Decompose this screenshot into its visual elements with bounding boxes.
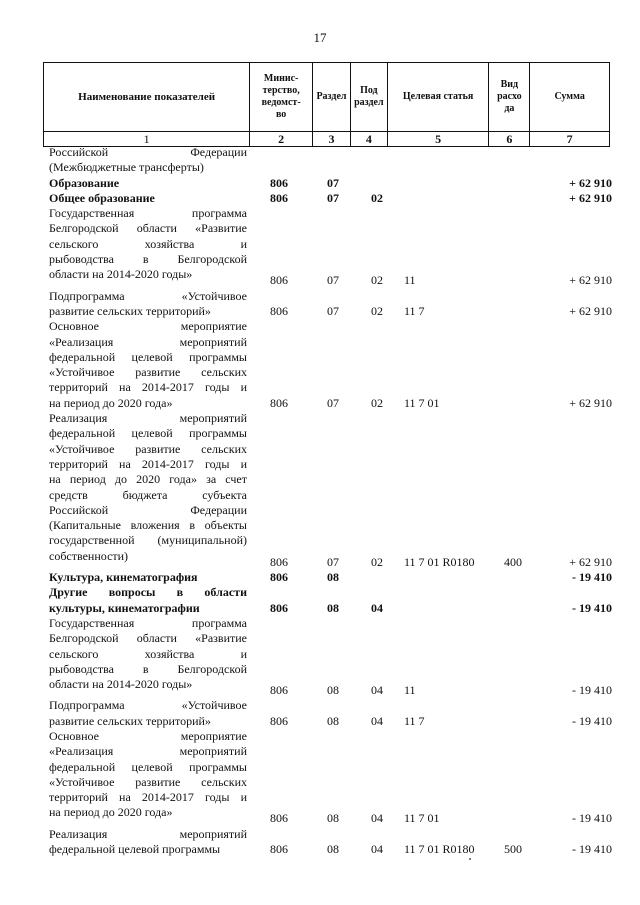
ministry-code: 806: [270, 811, 288, 826]
target-article: 11: [404, 273, 416, 288]
indicator-name-line: территорий на 2014-2017 годы и: [49, 456, 247, 471]
header-subsection: Под раздел: [351, 63, 388, 131]
section-code: 08: [327, 570, 339, 585]
ministry-code: 806: [270, 395, 288, 410]
subsection-code: 04: [371, 683, 383, 698]
subsection-code: 04: [371, 713, 383, 728]
ministry-code: 806: [270, 554, 288, 569]
indicator-name-line: на период до 2020 года» за счет: [49, 472, 247, 487]
indicator-name-line: рыбоводства в Белгородской: [49, 252, 247, 267]
subsection-code: 02: [371, 190, 383, 205]
indicator-name-line: Другие вопросы в области: [49, 585, 247, 600]
ministry-code: 806: [270, 683, 288, 698]
target-article: 11 7 01: [404, 811, 440, 826]
table-row: [49, 615, 614, 698]
section-code: 07: [327, 395, 339, 410]
indicator-name: [49, 827, 247, 858]
section-code: 07: [327, 303, 339, 318]
header-kind: Вид расхо да: [489, 63, 530, 131]
ministry-code: 806: [270, 570, 288, 585]
table-row: [49, 145, 614, 176]
indicator-name: [49, 616, 247, 692]
subsection-code: 04: [371, 842, 383, 857]
indicator-name: [49, 411, 247, 564]
indicator-name-line: Подпрограмма «Устойчивое: [49, 288, 247, 303]
indicator-name-line: Подпрограмма «Устойчивое: [49, 698, 247, 713]
indicator-name: [49, 289, 247, 320]
indicator-name-line: культуры, кинематографии: [49, 600, 200, 615]
indicator-name-line: области на 2014-2020 годы»: [49, 267, 193, 282]
section-code: 07: [327, 190, 339, 205]
column-number: 5: [388, 132, 490, 146]
ministry-code: 806: [270, 175, 288, 190]
column-number: 7: [566, 131, 573, 146]
indicator-name-line: сельского хозяйства и: [49, 646, 247, 661]
indicator-name-line: Реализация мероприятий: [49, 826, 247, 841]
indicator-name-line: Основное мероприятие: [49, 728, 247, 743]
expense-kind: 400: [504, 554, 522, 569]
indicator-name-line: федеральной целевой программы: [49, 349, 247, 364]
column-number: 6: [489, 132, 530, 146]
indicator-name-line: Белгородской области «Развитие: [49, 631, 247, 646]
target-article: 11 7: [404, 303, 425, 318]
table-row: [49, 570, 614, 585]
target-article: 11 7 01 R0180: [404, 554, 475, 569]
indicator-name-line: (Капитальные вложения в объекты: [49, 518, 247, 533]
indicator-name-line: «Устойчивое развитие сельских: [49, 441, 247, 456]
indicator-name-line: (Межбюджетные трансферты): [49, 160, 204, 175]
indicator-name-line: Российской Федерации: [49, 145, 247, 159]
header-name: Наименование показателей: [44, 63, 250, 131]
indicator-name-line: государственной (муниципальной): [49, 533, 247, 548]
indicator-name-line: сельского хозяйства и: [49, 236, 247, 251]
table-body: [49, 145, 614, 857]
header-ministry: Минис- терство, ведомст- во: [250, 63, 313, 131]
indicator-name: [49, 206, 247, 282]
indicator-name: [49, 698, 247, 729]
indicator-name-line: федеральной целевой программы: [49, 842, 221, 857]
indicator-name-line: Российской Федерации: [49, 502, 247, 517]
indicator-name-line: средств бюджета субъекта: [49, 487, 247, 502]
indicator-name-line: территорий на 2014-2017 годы и: [49, 380, 247, 395]
indicator-name-line: «Реализация мероприятий: [49, 334, 247, 349]
amount: + 62 910: [569, 395, 612, 410]
target-article: 11: [404, 683, 416, 698]
target-article: 11 7 01: [404, 395, 440, 410]
expense-kind: 500: [504, 842, 522, 857]
column-number: 1: [44, 132, 250, 146]
indicator-name-line: Реализация мероприятий: [49, 411, 247, 426]
table-row: [49, 319, 614, 411]
indicator-name-line: Культура, кинематография: [49, 570, 198, 585]
table-row: [49, 191, 614, 206]
header-section: Раздел: [313, 63, 351, 131]
target-article: 11 7 01 R0180: [404, 842, 475, 857]
amount: + 62 910: [569, 175, 612, 190]
subsection-code: 02: [371, 554, 383, 569]
subsection-code: 02: [371, 273, 383, 288]
target-article: 11 7: [404, 713, 425, 728]
indicator-name-line: «Реализация мероприятий: [49, 744, 247, 759]
section-code: 07: [327, 273, 339, 288]
indicator-name: [49, 570, 247, 585]
indicator-name-line: Основное мероприятие: [49, 319, 247, 334]
amount: - 19 410: [572, 600, 612, 615]
amount: + 62 910: [569, 303, 612, 318]
table-row: [49, 206, 614, 288]
ministry-code: 806: [270, 600, 288, 615]
subsection-code: 04: [371, 811, 383, 826]
section-code: 08: [327, 600, 339, 615]
indicator-name: [49, 191, 247, 206]
section-code: 08: [327, 842, 339, 857]
page-number: 17: [313, 30, 327, 45]
ministry-code: 806: [270, 273, 288, 288]
indicator-name-line: на период до 2020 года»: [49, 395, 173, 410]
column-number: 4: [351, 132, 388, 146]
section-code: 07: [327, 175, 339, 190]
amount: - 19 410: [572, 842, 612, 857]
indicator-name-line: Государственная программа: [49, 615, 247, 630]
indicator-name-line: «Устойчивое развитие сельских: [49, 774, 247, 789]
amount: + 62 910: [569, 273, 612, 288]
indicator-name-line: Общее образование: [49, 190, 155, 205]
section-code: 08: [327, 713, 339, 728]
indicator-name-line: развитие сельских территорий»: [49, 713, 211, 728]
indicator-name: [49, 729, 247, 821]
indicator-name: [49, 145, 247, 176]
indicator-name-line: развитие сельских территорий»: [49, 303, 211, 318]
table-row: [49, 827, 614, 858]
indicator-name-line: территорий на 2014-2017 годы и: [49, 790, 247, 805]
table-row: [49, 289, 614, 320]
indicator-name-line: собственности): [49, 548, 129, 563]
ministry-code: 806: [270, 713, 288, 728]
indicator-name: [49, 176, 247, 191]
indicator-name: [49, 319, 247, 411]
table-row: [49, 585, 614, 616]
table-row: [49, 411, 614, 569]
amount: + 62 910: [569, 554, 612, 569]
section-code: 08: [327, 683, 339, 698]
indicator-name-line: рыбоводства в Белгородской: [49, 661, 247, 676]
indicator-name-line: Белгородской области «Развитие: [49, 221, 247, 236]
table-row: [49, 698, 614, 729]
column-number: 2: [250, 132, 313, 146]
indicator-name-line: федеральной целевой программы: [49, 759, 247, 774]
amount: - 19 410: [572, 713, 612, 728]
indicator-name: [49, 585, 247, 616]
header-target: Целевая статья: [388, 63, 490, 131]
header-sum: Сумма: [554, 91, 585, 102]
subsection-code: 04: [371, 600, 383, 615]
ministry-code: 806: [270, 842, 288, 857]
column-number: 3: [313, 132, 351, 146]
ministry-code: 806: [270, 190, 288, 205]
indicator-name-line: на период до 2020 года»: [49, 805, 173, 820]
amount: - 19 410: [572, 683, 612, 698]
indicator-name-line: федеральной целевой программы: [49, 426, 247, 441]
subsection-code: 02: [371, 395, 383, 410]
table-row: [49, 176, 614, 191]
stray-mark: [469, 858, 471, 860]
subsection-code: 02: [371, 303, 383, 318]
indicator-name-line: Образование: [49, 175, 120, 190]
table-header: [43, 62, 610, 132]
amount: + 62 910: [569, 190, 612, 205]
section-code: 08: [327, 811, 339, 826]
indicator-name-line: области на 2014-2020 годы»: [49, 677, 193, 692]
indicator-name-line: «Устойчивое развитие сельских: [49, 365, 247, 380]
ministry-code: 806: [270, 303, 288, 318]
amount: - 19 410: [572, 811, 612, 826]
amount: - 19 410: [572, 570, 612, 585]
table-row: [49, 728, 614, 826]
section-code: 07: [327, 554, 339, 569]
indicator-name-line: Государственная программа: [49, 206, 247, 221]
